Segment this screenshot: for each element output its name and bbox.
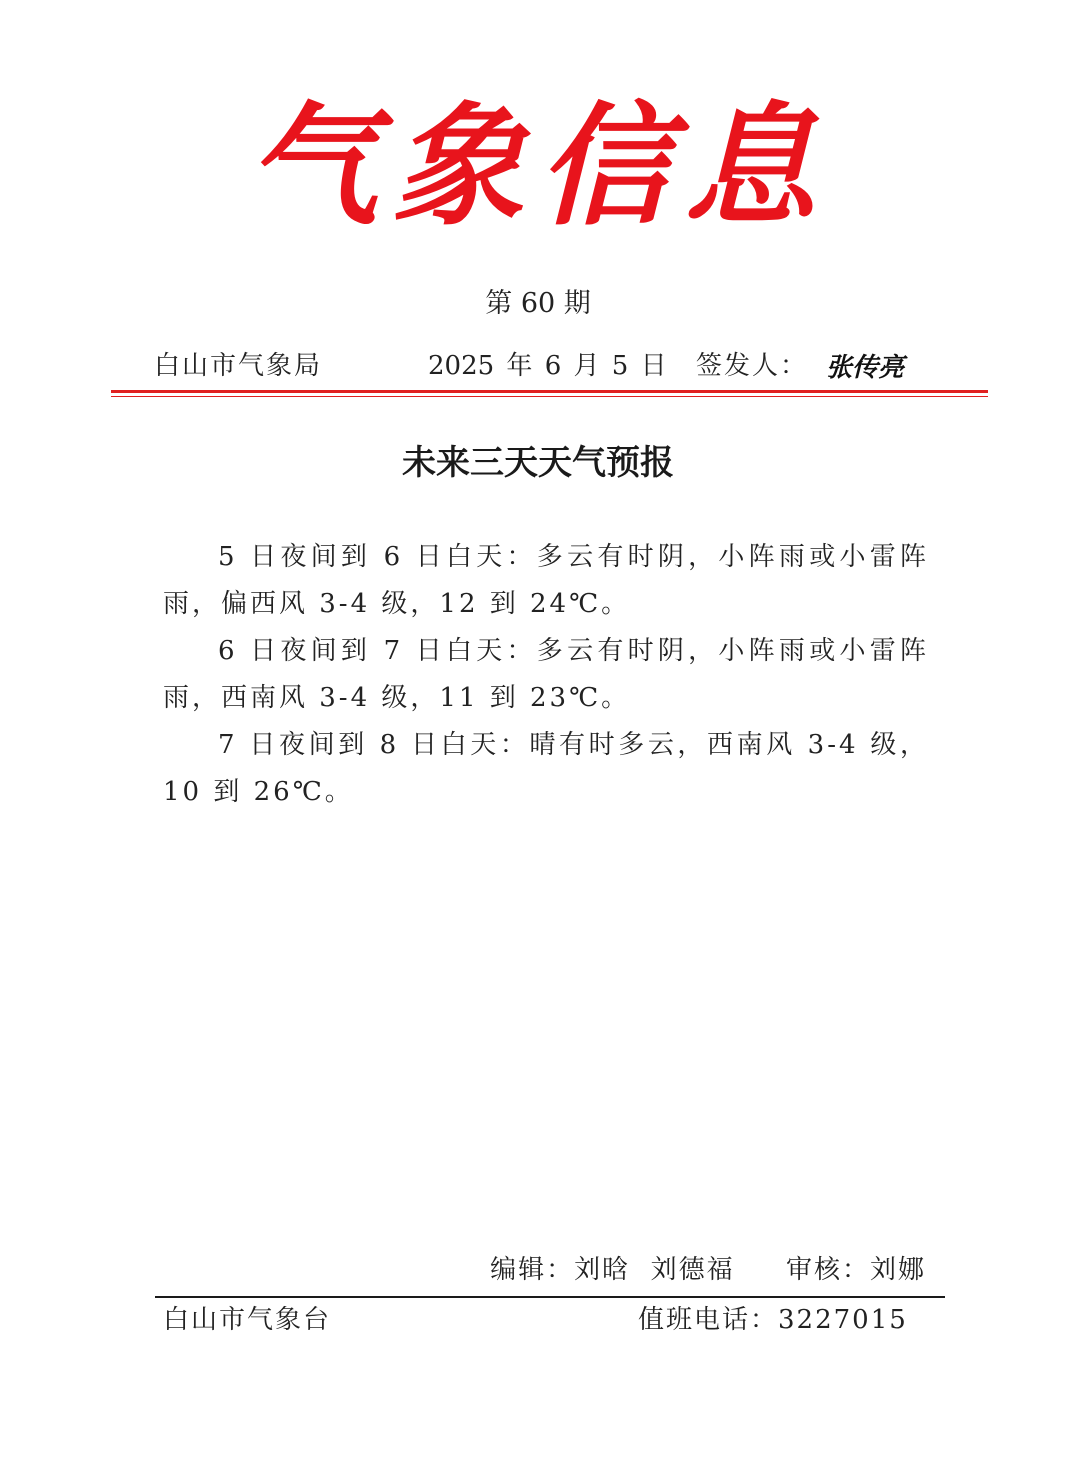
- issue-date: 2025 年 6 月 5 日: [428, 351, 667, 381]
- document-headline: 未来三天天气预报: [402, 443, 674, 483]
- signer-label: 签发人：: [696, 351, 809, 381]
- forecast-paragraph: 7 日夜间到 8 日白天：晴有时多云，西南风 3-4 级，10 到 26℃。: [163, 730, 929, 807]
- editors-line: 编辑：刘晗 刘德福 审核：刘娜: [490, 1255, 926, 1285]
- forecast-paragraph: 5 日夜间到 6 日白天：多云有时阴，小阵雨或小雷阵雨，偏西风 3-4 级，12 到 24℃。: [163, 542, 929, 619]
- red-divider-thin: [111, 396, 988, 397]
- signer-name: 张传亮: [826, 353, 905, 383]
- red-divider-thick: [111, 390, 988, 393]
- forecast-paragraph: 6 日夜间到 7 日白天：多云有时阴，小阵雨或小雷阵雨，西南风 3-4 级，11 到 23℃。: [163, 636, 929, 713]
- footer-phone: 值班电话：3227015: [638, 1305, 908, 1335]
- footer-divider: [155, 1296, 945, 1298]
- issuing-organization: 白山市气象局: [154, 351, 323, 381]
- masthead-title: 气象信息: [246, 89, 830, 244]
- issue-number: 第 60 期: [485, 288, 591, 319]
- forecast-body: [163, 534, 929, 816]
- footer-organization: 白山市气象台: [163, 1305, 332, 1335]
